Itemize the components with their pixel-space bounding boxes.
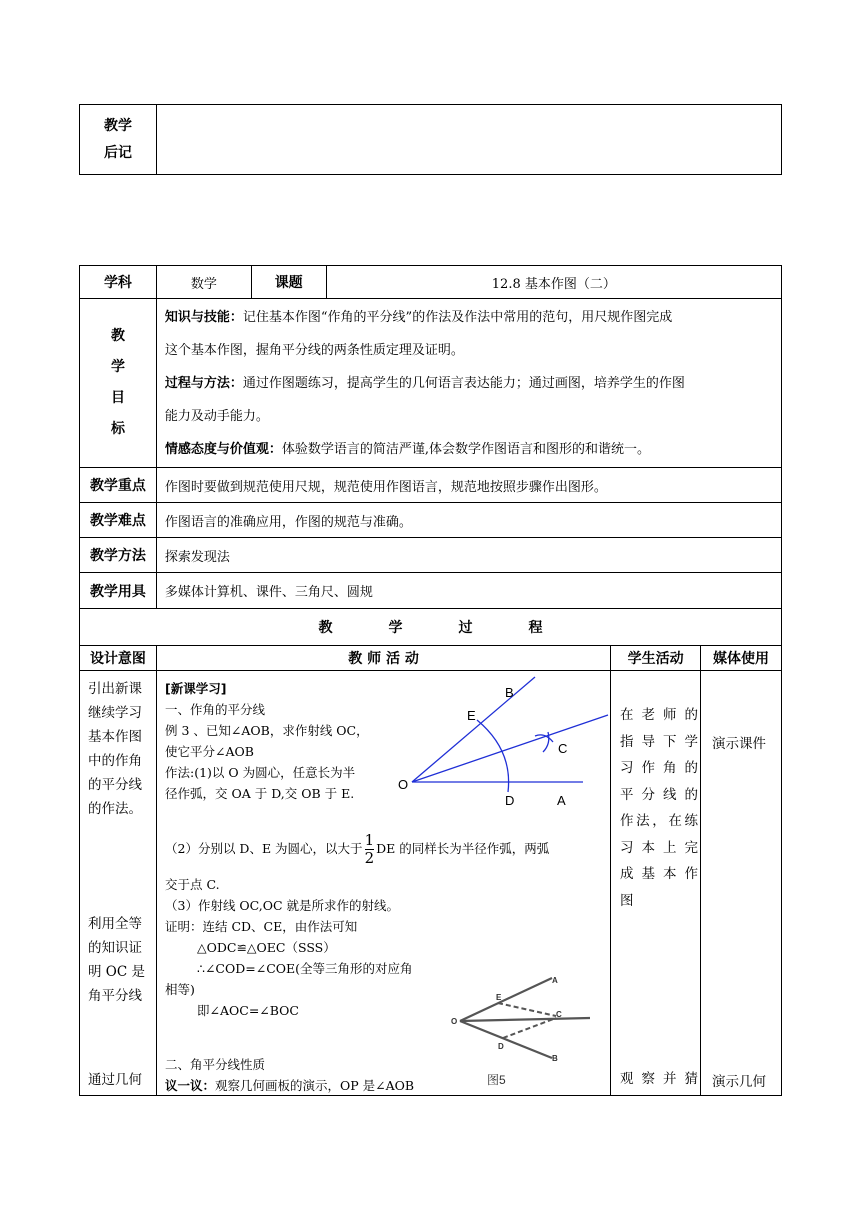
- svg-text:C: C: [556, 1010, 562, 1019]
- media-a: 演示课件: [712, 736, 766, 752]
- method-text: 探索发现法: [156, 538, 781, 573]
- fraction-half: $\frac{1}{2}$: [364, 831, 375, 867]
- svg-text:E: E: [496, 993, 502, 1002]
- svg-text:E: E: [467, 708, 476, 723]
- ray-OA-fig5: [460, 978, 552, 1021]
- goal-process: 过程与方法：通过作图题练习，提高学生的几何语言表达能力；通过画图，培养学生的作图: [164, 376, 685, 391]
- goal-attitude: 情感态度与价值观：体验数学语言的简洁严谨,体会数学作图语言和图形的和谐统一。: [164, 442, 651, 457]
- media-header: 媒体使用: [701, 646, 782, 671]
- difficulties-label: 教学难点: [80, 503, 157, 538]
- svg-text:B: B: [552, 1054, 558, 1063]
- teacher-steps-proof: 交于点 C. （3）作射线 OC,OC 就是所求作的射线。 证明：连结 CD、CE，由作法可知 △ODC≌△OEC（SSS） ∴∠COD=∠COE(全等三角形的对应角 相等) 即∠AOC=∠BOC: [165, 877, 413, 1018]
- teaching-notes-table: [79, 104, 782, 175]
- svg-text:D: D: [505, 793, 515, 808]
- student-activity-a: 在老师的 指导下学 习作角的 平分线的 作法，在练 习本上完 成基本作 图: [620, 707, 698, 909]
- process-title: 教 学 过 程: [80, 609, 782, 646]
- teacher-step2: （2）分别以 D、E 为圆心，以大于 $\frac{1}{2}$ DE 的同样长为半径作弧，两弧: [165, 831, 550, 867]
- topic-label: 课题: [251, 266, 326, 299]
- svg-text:A: A: [552, 976, 558, 985]
- topic-value: 12.8 基本作图（二）: [326, 266, 781, 299]
- segment-DC: [503, 1018, 556, 1038]
- teacher-activity-header: 教 师 活 动: [156, 646, 610, 671]
- key-points-text: 作图时要做到规范使用尺规，规范使用作图语言，规范地按照步骤作出图形。: [156, 468, 781, 503]
- tools-text: 多媒体计算机、课件、三角尺、圆规: [156, 573, 781, 609]
- key-points-label: 教学重点: [80, 468, 157, 503]
- svg-text:O: O: [451, 1017, 458, 1026]
- media-b: 演示几何: [712, 1074, 766, 1090]
- difficulties-text: 作图语言的准确应用，作图的规范与准确。: [156, 503, 781, 538]
- svg-text:A: A: [557, 793, 566, 808]
- tools-label: 教学用具: [80, 573, 157, 609]
- subject-value: 数学: [156, 266, 251, 299]
- goals-label: 教 学 目 标: [80, 299, 157, 468]
- svg-text:B: B: [505, 685, 514, 700]
- teacher-activity-text: [新课学习] 一、作角的平分线 例 3 、已知∠AOB，求作射线 OC， 使它平分∠AOB 作法:(1)以 O 为圆心，任意长为半 径作弧，交 OA 于 D,交 OB 于 E.: [165, 681, 369, 801]
- design-intent-b: 利用全等 的知识证 明 OC 是 角平分线: [88, 916, 145, 1004]
- method-label: 教学方法: [80, 538, 157, 573]
- ray-OB-fig5: [460, 1021, 552, 1058]
- goal-knowledge: 知识与技能：记住基本作图“作角的平分线”的作法及作法中常用的范句，用尺规作图完成: [164, 310, 673, 325]
- design-intent-a: 引出新课 继续学习 基本作图 中的作角 的平分线 的作法。: [88, 681, 142, 817]
- figure-5-caption: 图5: [487, 1073, 506, 1087]
- ray-OC-fig5: [460, 1018, 590, 1021]
- figure-5: [448, 966, 598, 1091]
- design-intent-c: 通过几何: [88, 1072, 142, 1088]
- subject-label: 学科: [80, 266, 157, 299]
- svg-text:C: C: [558, 741, 568, 756]
- segment-EC: [498, 1003, 556, 1016]
- teaching-notes-content: [157, 105, 782, 175]
- goals-content: 知识与技能：记住基本作图“作角的平分线”的作法及作法中常用的范句，用尺规作图完成 这个基本作图，握角平分线的两条性质定理及证明。 过程与方法：通过作图题练习，提高学生的几何语言表达能力；通过画图，培养学生的作图 能力及动手能力。 情感态度与价值观：体验数学语言的简洁严谨,体会数学作图语言和图形的和谐统一。: [156, 299, 781, 468]
- svg-text:D: D: [498, 1042, 504, 1051]
- student-activity-b: 观察并猜: [620, 1071, 698, 1087]
- arc-DE: [477, 720, 509, 792]
- teacher-section2: 二、角平分线性质 议一议：观察几何画板的演示，OP 是∠AOB: [165, 1057, 415, 1093]
- student-activity-header: 学生活动: [611, 646, 701, 671]
- ray-OC: [412, 715, 608, 782]
- design-intent-header: 设计意图: [80, 646, 157, 671]
- svg-text:O: O: [398, 777, 409, 792]
- angle-bisector-figure: [395, 670, 620, 820]
- ray-OB: [412, 677, 535, 782]
- teaching-notes-label: 教学 后记: [80, 105, 157, 175]
